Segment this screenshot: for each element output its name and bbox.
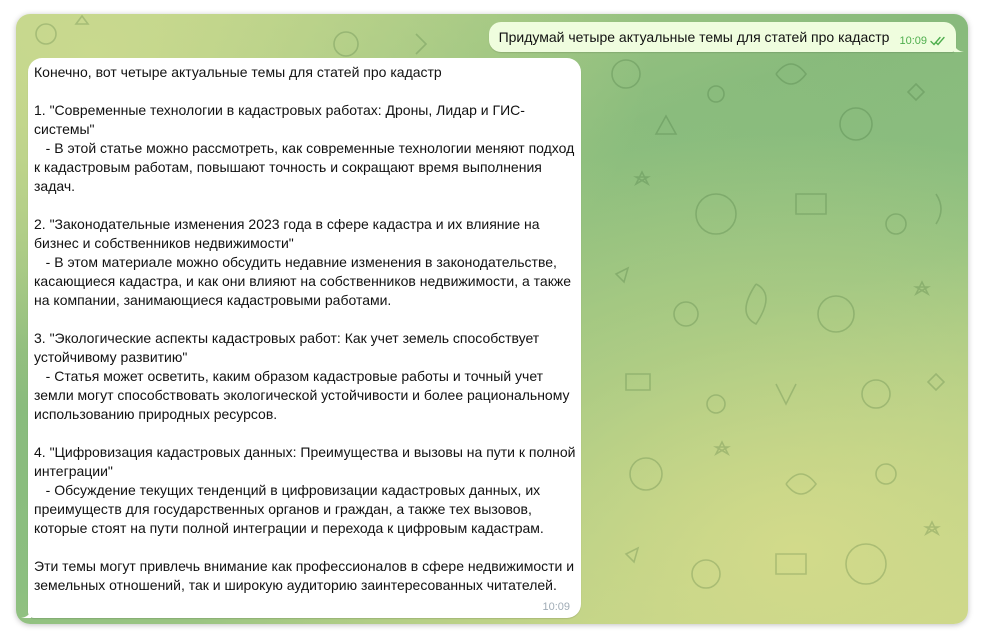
- incoming-message-text: Конечно, вот четыре актуальные темы для статей про кадастр 1. "Современные технологии в кадастровых работах: Дроны, Лидар и ГИС-системы" - В этой статье можно рассмотреть, как современные технологии меняют подход к кадастровым работам, повышают точность и сокращают время выполнения задач. 2. "Законодательные изменения 2023 года в сфере кадастра и их влияние на бизнес и собственников недвижимости" - В этом материале можно обсудить недавние изменения в законодательстве, касающиеся кадастра, и как они влияют на собственников недвижимости, а также на компании, занимающиеся кадастровыми работами. 3. "Экологические аспекты кадастровых работ: Как учет земель способствует устойчивому развитию" - Статья может осветить, каким образом кадастровые работы и точный учет земли могут способствовать экологической устойчивости и более рациональному использованию природных ресурсов. 4. "Цифровизация кадастровых данных: Преимущества и вызовы на пути к полной интеграции" - Обсуждение текущих тенденций в цифровизации кадастровых данных, их преимуществ для государственных органов и граждан, а также тех вызовов, которые стоят на пути полной интеграции и перехода к цифровым кадастрам. Эти темы могут привлечь внимание как профессионалов в сфере недвижимости и земельных отношений, так и широкую аудиторию заинтересованных читателей.: [34, 64, 576, 593]
- outgoing-message-meta: [899, 35, 946, 47]
- outgoing-message-time: 10:09: [899, 35, 927, 47]
- outgoing-message-bubble[interactable]: [489, 22, 956, 52]
- double-check-icon: [930, 36, 946, 46]
- chat-window: [16, 14, 968, 624]
- incoming-bubble-tail: [21, 610, 31, 618]
- incoming-message-bubble[interactable]: [28, 58, 581, 618]
- incoming-message-time: 10:09: [542, 601, 570, 613]
- outgoing-message-text: Придумай четыре актуальные темы для статей про кадастр: [498, 29, 890, 45]
- outgoing-bubble-tail: [954, 44, 964, 52]
